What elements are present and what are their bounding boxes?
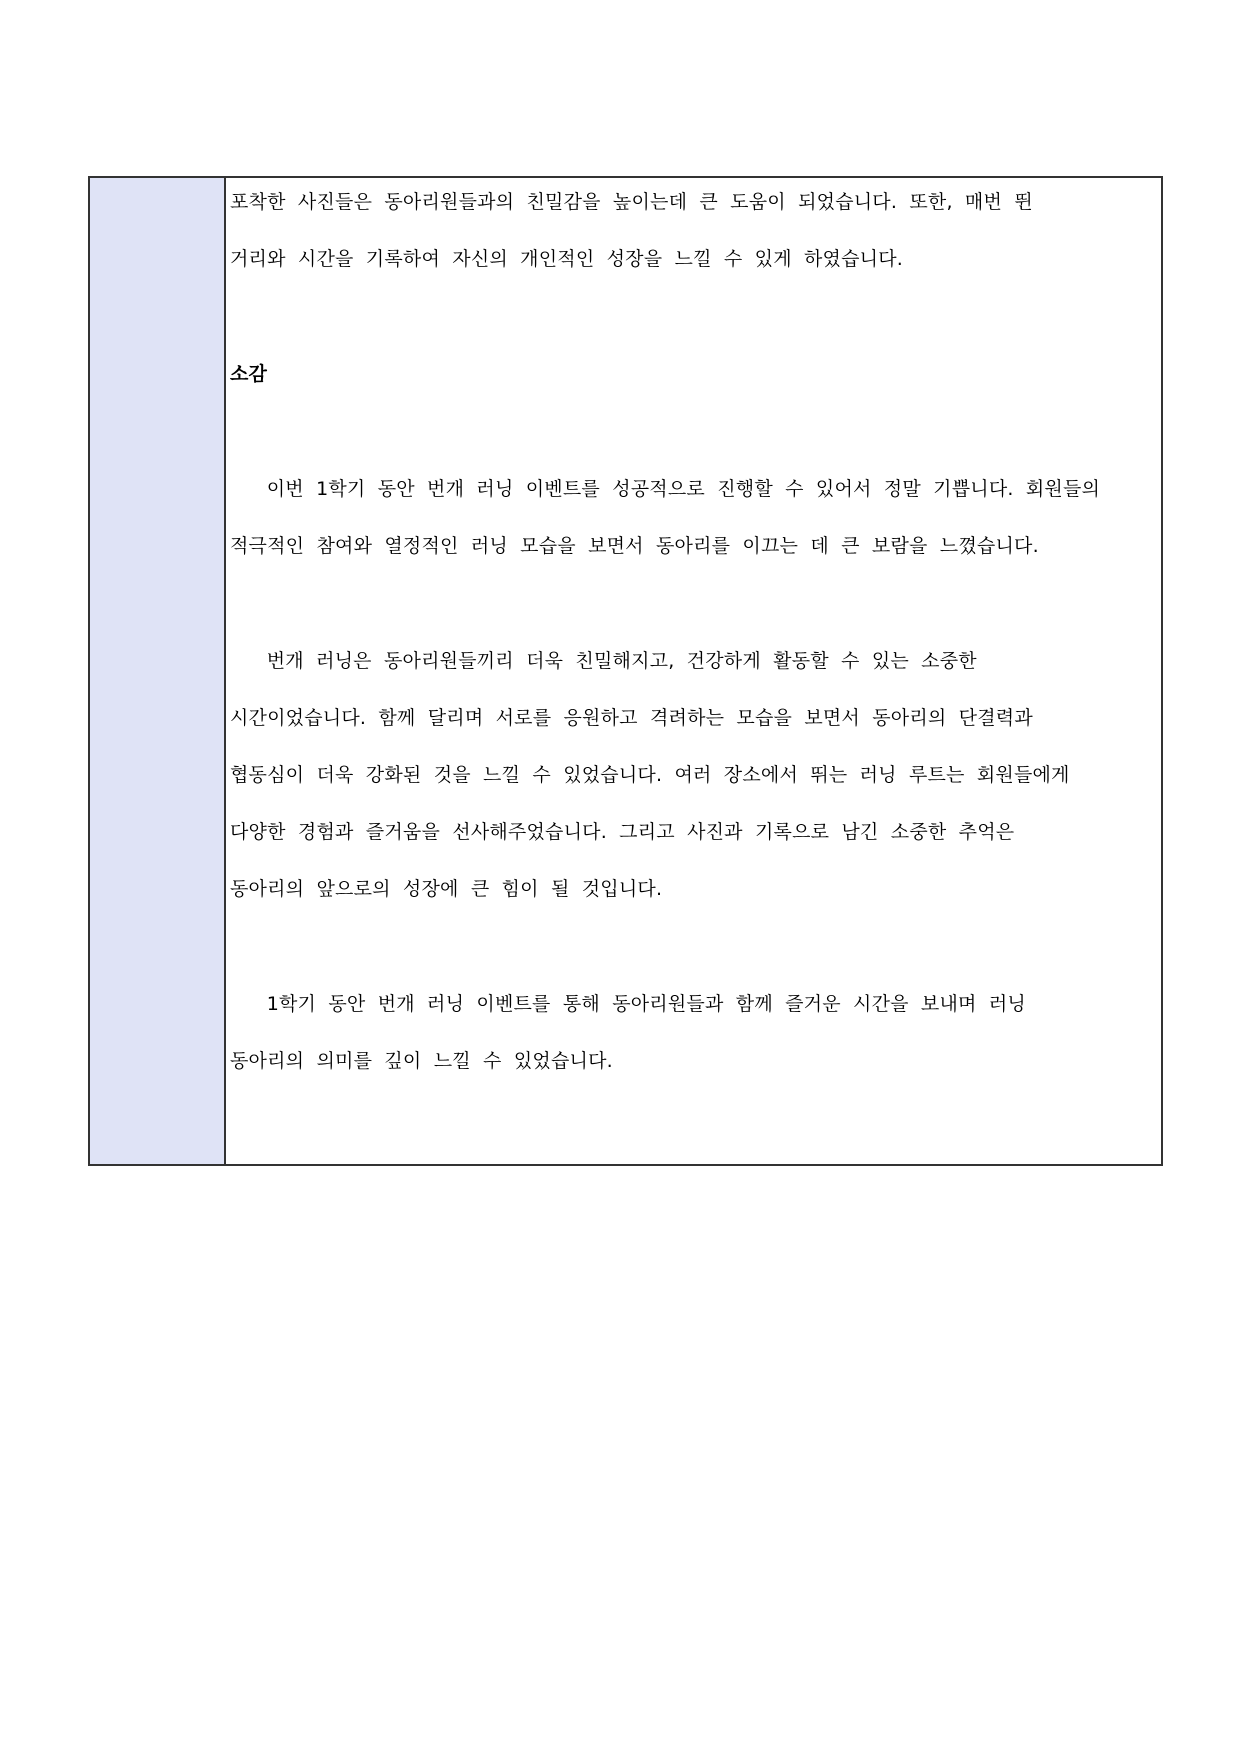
paragraph-line: 이번 1학기 동안 번개 러닝 이벤트를 성공적으로 진행할 수 있어서 정말 기쁩니다. 회원들의 <box>230 478 1101 500</box>
paragraph-line: 동아리의 의미를 깊이 느낄 수 있었습니다. <box>230 1050 613 1072</box>
paragraph-line: 적극적인 참여와 열정적인 러닝 모습을 보면서 동아리를 이끄는 데 큰 보람을 느꼈습니다. <box>230 535 1039 557</box>
paragraph-line: 다양한 경험과 즐거움을 선사해주었습니다. 그리고 사진과 기록으로 남긴 소중한 추억은 <box>230 821 1015 843</box>
paragraph-line: 번개 러닝은 동아리원들끼리 더욱 친밀해지고, 건강하게 활동할 수 있는 소중한 <box>230 650 977 672</box>
content-cell <box>226 178 1161 1164</box>
paragraph-line: 시간이었습니다. 함께 달리며 서로를 응원하고 격려하는 모습을 보면서 동아리의 단결력과 <box>230 707 1033 729</box>
paragraph-line: 거리와 시간을 기록하여 자신의 개인적인 성장을 느낄 수 있게 하였습니다. <box>230 248 904 270</box>
paragraph-line: 동아리의 앞으로의 성장에 큰 힘이 될 것입니다. <box>230 878 663 900</box>
report-table <box>88 176 1163 1166</box>
paragraph-line: 협동심이 더욱 강화된 것을 느낄 수 있었습니다. 여러 장소에서 뛰는 러닝 루트는 회원들에게 <box>230 764 1070 786</box>
label-column <box>90 178 226 1164</box>
section-heading: 소감 <box>230 363 268 385</box>
paragraph-line: 1학기 동안 번개 러닝 이벤트를 통해 동아리원들과 함께 즐거운 시간을 보내며 러닝 <box>230 993 1026 1015</box>
paragraph-line: 포착한 사진들은 동아리원들과의 친밀감을 높이는데 큰 도움이 되었습니다. 또한, 매번 뛴 <box>230 191 1033 213</box>
